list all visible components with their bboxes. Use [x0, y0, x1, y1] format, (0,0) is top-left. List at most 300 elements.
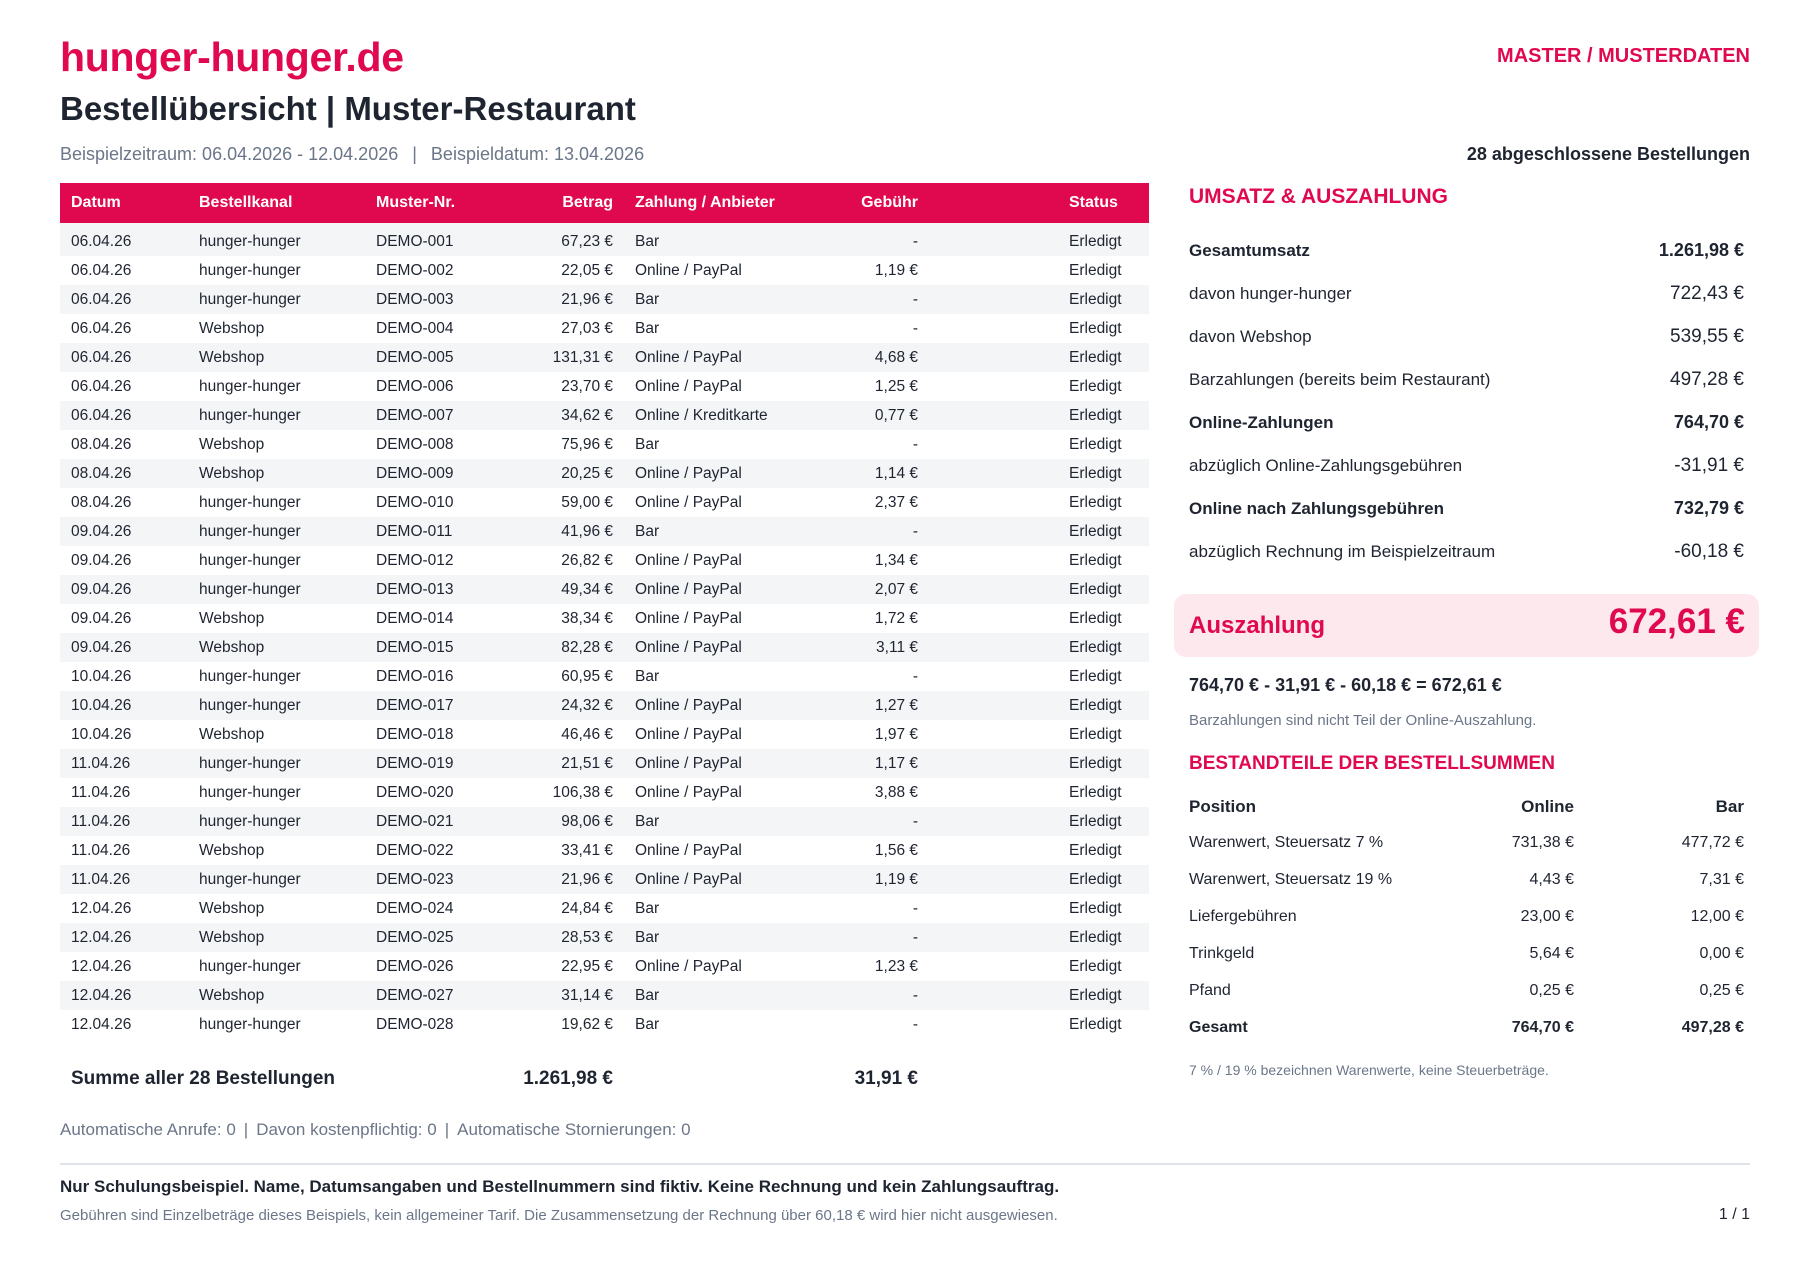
- cell-payment: Online / PayPal: [624, 633, 835, 662]
- cell-channel: Webshop: [188, 459, 365, 488]
- cell-payment: Online / PayPal: [624, 575, 835, 604]
- summary-row-label: Gesamtumsatz: [1189, 240, 1310, 260]
- cell-date: 08.04.26: [60, 459, 188, 488]
- cell-number: DEMO-027: [365, 981, 508, 1010]
- col-header-date: Datum: [60, 183, 188, 223]
- cell-amount: 46,46 €: [561, 725, 613, 743]
- summary-list: [1189, 229, 1750, 573]
- cell-date: 09.04.26: [60, 633, 188, 662]
- summary-row: [1189, 272, 1750, 315]
- cell-number: DEMO-001: [365, 223, 508, 256]
- cell-channel: hunger-hunger: [188, 517, 365, 546]
- cell-amount: 60,95 €: [561, 667, 613, 685]
- cell-number: DEMO-009: [365, 459, 508, 488]
- cell-fee: 1,34 €: [874, 551, 918, 569]
- cell-number: DEMO-014: [376, 609, 454, 627]
- cell-amount: 131,31 €: [508, 343, 624, 372]
- cell-payment: Online / PayPal: [635, 957, 742, 975]
- cell-fee: 1,23 €: [874, 957, 918, 975]
- cell-fee: 1,14 €: [835, 459, 929, 488]
- cell-number: DEMO-020: [376, 783, 454, 801]
- cell-payment: Online / PayPal: [635, 609, 742, 627]
- payout-label: Auszahlung: [1189, 612, 1325, 639]
- cell-status: Erledigt: [1069, 435, 1122, 453]
- footer-divider: [60, 1163, 1750, 1165]
- cell-fee: 2,07 €: [835, 575, 929, 604]
- table-row: [60, 865, 1149, 894]
- component-bar: 0,00 €: [1699, 944, 1744, 962]
- fine-print: Gebühren sind Einzelbeträge dieses Beispiels, kein allgemeiner Tarif. Die Zusammensetzung der Rechnung über 60,18 € wird hier nicht ausgewiesen.: [60, 1207, 1058, 1224]
- cell-fee: 1,19 €: [874, 261, 918, 279]
- cell-date: 06.04.26: [71, 319, 132, 337]
- cell-fee: -: [912, 319, 918, 337]
- cell-date: 11.04.26: [60, 807, 188, 836]
- cell-number: DEMO-008: [376, 435, 454, 453]
- cell-fee: 2,37 €: [874, 493, 918, 511]
- cell-number: DEMO-023: [365, 865, 508, 894]
- cell-status: Erledigt: [929, 401, 1149, 430]
- orders-header-row: [60, 183, 1149, 223]
- cell-status: Erledigt: [1069, 783, 1122, 801]
- cell-number: DEMO-018: [376, 725, 454, 743]
- component-bar: 0,25 €: [1699, 981, 1744, 999]
- table-row: [60, 517, 1149, 546]
- cell-status: Erledigt: [1069, 899, 1122, 917]
- summary-row-value: 539,55 €: [1670, 325, 1744, 347]
- summary-row-value: 1.261,98 €: [1658, 240, 1744, 260]
- cell-number: DEMO-025: [365, 923, 508, 952]
- table-row: [60, 749, 1149, 778]
- cell-status: Erledigt: [1069, 609, 1122, 627]
- table-row: [60, 720, 1149, 749]
- cell-amount: 38,34 €: [561, 609, 613, 627]
- cell-fee: -: [835, 223, 929, 256]
- cell-date: 06.04.26: [60, 401, 188, 430]
- cell-number: DEMO-013: [365, 575, 508, 604]
- cell-date: 12.04.26: [71, 957, 132, 975]
- cell-status: Erledigt: [929, 691, 1149, 720]
- summary-row: [1189, 444, 1750, 487]
- cell-channel: hunger-hunger: [199, 551, 301, 569]
- component-online: 0,25 €: [1529, 981, 1574, 999]
- cell-date: 09.04.26: [71, 609, 132, 627]
- cell-fee: 1,27 €: [835, 691, 929, 720]
- training-notice: Nur Schulungsbeispiel. Name, Datumsangaben und Bestellnummern sind fiktiv. Keine Rechnung und kein Zahlungsauftrag.: [60, 1177, 1060, 1196]
- col-header-payment: Zahlung / Anbieter: [624, 183, 835, 223]
- components-body: [1189, 824, 1750, 1009]
- cell-amount: 59,00 €: [561, 493, 613, 511]
- cell-amount: 82,28 €: [508, 633, 624, 662]
- cell-number: DEMO-005: [365, 343, 508, 372]
- orders-total-row: [60, 1039, 1149, 1106]
- page-title: Bestellübersicht | Muster-Restaurant: [60, 90, 636, 127]
- cell-payment: Bar: [635, 435, 660, 453]
- page-header: [60, 30, 1750, 170]
- cell-payment: Bar: [624, 923, 835, 952]
- cell-fee: 1,19 €: [835, 865, 929, 894]
- payout-formula: 764,70 € - 31,91 € - 60,18 € = 672,61 €: [1189, 675, 1502, 695]
- cell-number: DEMO-012: [376, 551, 454, 569]
- cell-date: 08.04.26: [71, 435, 132, 453]
- cell-fee: 3,11 €: [835, 633, 929, 662]
- summary-row: [1189, 229, 1750, 272]
- cell-date: 06.04.26: [60, 285, 188, 314]
- table-row: [60, 633, 1149, 662]
- orders-body: [60, 223, 1149, 1039]
- summary-row-value: -60,18 €: [1674, 540, 1744, 562]
- auto-calls-paid: Davon kostenpflichtig: 0: [256, 1120, 437, 1139]
- cell-channel: Webshop: [199, 841, 265, 859]
- cell-amount: 67,23 €: [508, 223, 624, 256]
- cell-amount: 75,96 €: [561, 435, 613, 453]
- summary-row-label: davon Webshop: [1189, 326, 1312, 346]
- cell-amount: 22,05 €: [561, 261, 613, 279]
- cell-channel: Webshop: [199, 319, 265, 337]
- cell-channel: hunger-hunger: [188, 807, 365, 836]
- cell-channel: hunger-hunger: [188, 749, 365, 778]
- cell-payment: Bar: [624, 517, 835, 546]
- cell-fee: 1,17 €: [835, 749, 929, 778]
- summary-row: [1189, 487, 1750, 530]
- cell-number: DEMO-017: [365, 691, 508, 720]
- cell-channel: hunger-hunger: [199, 957, 301, 975]
- cell-date: 10.04.26: [71, 725, 132, 743]
- cell-number: DEMO-003: [365, 285, 508, 314]
- cell-fee: -: [912, 435, 918, 453]
- cell-date: 06.04.26: [60, 343, 188, 372]
- cell-channel: hunger-hunger: [199, 783, 301, 801]
- brand-logo-text: hunger-hunger.de: [60, 34, 404, 80]
- cell-channel: Webshop: [199, 435, 265, 453]
- orders-total-label: Summe aller 28 Bestellungen: [60, 1039, 508, 1106]
- cell-payment: Bar: [624, 285, 835, 314]
- cell-number: DEMO-007: [365, 401, 508, 430]
- cell-channel: hunger-hunger: [199, 493, 301, 511]
- component-bar: 12,00 €: [1690, 907, 1744, 925]
- cell-date: 12.04.26: [60, 981, 188, 1010]
- payout-note: Barzahlungen sind nicht Teil der Online-Auszahlung.: [1189, 712, 1537, 729]
- cell-payment: Online / PayPal: [635, 841, 742, 859]
- cell-payment: Bar: [635, 1015, 660, 1033]
- cell-fee: 4,68 €: [835, 343, 929, 372]
- cell-fee: 1,56 €: [874, 841, 918, 859]
- cell-date: 06.04.26: [60, 223, 188, 256]
- cell-status: Erledigt: [929, 223, 1149, 256]
- components-row: [1189, 824, 1750, 861]
- component-position: Warenwert, Steuersatz 19 %: [1189, 870, 1393, 888]
- component-online: 731,38 €: [1511, 833, 1574, 851]
- cell-date: 10.04.26: [60, 691, 188, 720]
- component-bar: 7,31 €: [1699, 870, 1744, 888]
- table-row: [60, 430, 1149, 459]
- cell-payment: Online / PayPal: [624, 459, 835, 488]
- cell-fee: -: [835, 981, 929, 1010]
- cell-payment: Online / PayPal: [635, 725, 742, 743]
- summary-row-value: 764,70 €: [1673, 412, 1744, 432]
- cell-status: Erledigt: [929, 517, 1149, 546]
- summary-row-value: 722,43 €: [1670, 282, 1744, 304]
- cell-channel: hunger-hunger: [188, 865, 365, 894]
- cell-date: 12.04.26: [71, 1015, 132, 1033]
- table-row: [60, 314, 1149, 343]
- cell-number: DEMO-015: [365, 633, 508, 662]
- cell-date: 10.04.26: [71, 667, 132, 685]
- cell-payment: Bar: [635, 899, 660, 917]
- component-position: Warenwert, Steuersatz 7 %: [1189, 833, 1384, 851]
- cell-payment: Bar: [635, 667, 660, 685]
- cell-number: DEMO-011: [365, 517, 508, 546]
- cell-channel: Webshop: [199, 609, 265, 627]
- cell-fee: -: [835, 807, 929, 836]
- summary-heading: UMSATZ & AUSZAHLUNG: [1189, 185, 1448, 208]
- table-row: [60, 604, 1149, 633]
- table-row: [60, 401, 1149, 430]
- orders-total-amount: 1.261,98 €: [508, 1039, 624, 1106]
- cell-number: DEMO-016: [376, 667, 454, 685]
- summary-row: [1189, 358, 1750, 401]
- cell-amount: 41,96 €: [508, 517, 624, 546]
- table-row: [60, 488, 1149, 517]
- table-row: [60, 894, 1149, 923]
- components-col-bar: Bar: [1715, 796, 1744, 816]
- cell-payment: Online / PayPal: [624, 749, 835, 778]
- cell-fee: 1,25 €: [874, 377, 918, 395]
- cell-channel: Webshop: [199, 899, 265, 917]
- cell-channel: hunger-hunger: [199, 377, 301, 395]
- cell-channel: Webshop: [199, 725, 265, 743]
- period-separator: |: [412, 144, 417, 164]
- summary-row-label: abzüglich Rechnung im Beispielzeitraum: [1189, 541, 1496, 561]
- table-row: [60, 372, 1149, 401]
- cell-date: 06.04.26: [71, 377, 132, 395]
- components-header-row: [1189, 789, 1750, 824]
- period-range: Beispielzeitraum: 06.04.2026 - 12.04.2026: [60, 144, 399, 164]
- cell-amount: 49,34 €: [508, 575, 624, 604]
- cell-number: DEMO-022: [376, 841, 454, 859]
- cell-amount: 26,82 €: [561, 551, 613, 569]
- components-table: [1189, 789, 1750, 1046]
- cell-status: Erledigt: [929, 575, 1149, 604]
- components-total-row: [1189, 1009, 1750, 1046]
- cell-amount: 21,96 €: [508, 285, 624, 314]
- cell-payment: Bar: [624, 981, 835, 1010]
- table-row: [60, 952, 1149, 981]
- cell-payment: Online / PayPal: [635, 493, 742, 511]
- auto-sep-1: |: [243, 1120, 249, 1139]
- cell-payment: Online / PayPal: [635, 783, 742, 801]
- component-position: Pfand: [1189, 981, 1231, 999]
- cell-payment: Bar: [624, 223, 835, 256]
- cell-amount: 22,95 €: [561, 957, 613, 975]
- auto-calls: Automatische Anrufe: 0: [60, 1120, 236, 1139]
- auto-cancellations: Automatische Stornierungen: 0: [457, 1120, 691, 1139]
- cell-channel: hunger-hunger: [188, 223, 365, 256]
- orders-table: [60, 183, 1149, 1106]
- cell-fee: 1,72 €: [874, 609, 918, 627]
- cell-number: DEMO-004: [376, 319, 454, 337]
- table-row: [60, 575, 1149, 604]
- cell-status: Erledigt: [1069, 261, 1122, 279]
- cell-status: Erledigt: [929, 285, 1149, 314]
- cell-status: Erledigt: [1069, 319, 1122, 337]
- table-row: [60, 981, 1149, 1010]
- auto-calls-line: [60, 1120, 691, 1140]
- cell-fee: -: [835, 517, 929, 546]
- components-row: [1189, 898, 1750, 935]
- summary-row-value: 732,79 €: [1673, 498, 1744, 518]
- table-row: [60, 662, 1149, 691]
- cell-payment: Online / PayPal: [635, 377, 742, 395]
- cell-amount: 24,32 €: [508, 691, 624, 720]
- table-row: [60, 836, 1149, 865]
- cell-channel: Webshop: [188, 343, 365, 372]
- cell-channel: Webshop: [188, 633, 365, 662]
- orders-total-spacer-end: [929, 1039, 1149, 1106]
- cell-status: Erledigt: [929, 923, 1149, 952]
- components-heading: BESTANDTEILE DER BESTELLSUMMEN: [1189, 753, 1555, 774]
- components-total-online: 764,70 €: [1511, 1018, 1574, 1036]
- cell-amount: 28,53 €: [508, 923, 624, 952]
- cell-status: Erledigt: [1069, 667, 1122, 685]
- component-position: Liefergebühren: [1189, 907, 1297, 925]
- auto-sep-2: |: [444, 1120, 450, 1139]
- component-position: Trinkgeld: [1189, 944, 1255, 962]
- cell-channel: hunger-hunger: [188, 285, 365, 314]
- cell-channel: hunger-hunger: [188, 575, 365, 604]
- component-online: 23,00 €: [1520, 907, 1574, 925]
- cell-date: 06.04.26: [71, 261, 132, 279]
- cell-amount: 21,96 €: [508, 865, 624, 894]
- table-row: [60, 923, 1149, 952]
- table-row: [60, 778, 1149, 807]
- summary-row: [1189, 315, 1750, 358]
- cell-payment: Online / PayPal: [624, 343, 835, 372]
- table-row: [60, 459, 1149, 488]
- cell-payment: Bar: [635, 319, 660, 337]
- cell-date: 12.04.26: [71, 899, 132, 917]
- orders-table-wrapper: [60, 183, 1149, 1106]
- cell-payment: Online / PayPal: [635, 551, 742, 569]
- col-header-amount: Betrag: [508, 183, 624, 223]
- cell-date: 09.04.26: [60, 575, 188, 604]
- cell-amount: 106,38 €: [552, 783, 613, 801]
- table-row: [60, 1010, 1149, 1039]
- cell-status: Erledigt: [929, 343, 1149, 372]
- cell-amount: 19,62 €: [561, 1015, 613, 1033]
- summary-row-label: Online nach Zahlungsgebühren: [1189, 498, 1445, 518]
- cell-payment: Online / PayPal: [624, 865, 835, 894]
- component-online: 4,43 €: [1529, 870, 1574, 888]
- components-row: [1189, 935, 1750, 972]
- cell-status: Erledigt: [929, 749, 1149, 778]
- components-total-label: Gesamt: [1189, 1018, 1248, 1036]
- cell-date: 11.04.26: [60, 865, 188, 894]
- table-row: [60, 807, 1149, 836]
- cell-date: 09.04.26: [60, 517, 188, 546]
- col-header-channel: Bestellkanal: [188, 183, 365, 223]
- orders-total-fee: 31,91 €: [835, 1039, 929, 1106]
- cell-fee: 3,88 €: [874, 783, 918, 801]
- cell-status: Erledigt: [1069, 377, 1122, 395]
- cell-payment: Bar: [624, 807, 835, 836]
- component-bar: 477,72 €: [1681, 833, 1744, 851]
- col-header-fee: Gebühr: [835, 183, 929, 223]
- cell-amount: 21,51 €: [508, 749, 624, 778]
- components-row: [1189, 972, 1750, 1009]
- summary-panel: [1189, 185, 1750, 1078]
- cell-number: DEMO-021: [365, 807, 508, 836]
- cell-channel: hunger-hunger: [188, 691, 365, 720]
- summary-row-label: abzüglich Online-Zahlungsgebühren: [1189, 455, 1463, 475]
- table-row: [60, 691, 1149, 720]
- cell-status: Erledigt: [929, 981, 1149, 1010]
- cell-payment: Online / PayPal: [635, 261, 742, 279]
- table-row: [60, 285, 1149, 314]
- table-row: [60, 546, 1149, 575]
- component-online: 5,64 €: [1529, 944, 1574, 962]
- payout-value: 672,61 €: [1608, 602, 1745, 641]
- col-header-number: Muster-Nr.: [365, 183, 508, 223]
- cell-status: Erledigt: [929, 459, 1149, 488]
- cell-payment: Online / PayPal: [624, 691, 835, 720]
- summary-row-value: -31,91 €: [1674, 454, 1744, 476]
- cell-channel: hunger-hunger: [199, 667, 301, 685]
- summary-row: [1189, 530, 1750, 573]
- components-col-position: Position: [1189, 796, 1257, 816]
- col-header-status: Status: [929, 183, 1149, 223]
- cell-channel: Webshop: [188, 923, 365, 952]
- cell-fee: -: [835, 923, 929, 952]
- cell-amount: 27,03 €: [561, 319, 613, 337]
- cell-number: DEMO-019: [365, 749, 508, 778]
- summary-row-label: Barzahlungen (bereits beim Restaurant): [1189, 369, 1491, 389]
- components-col-online: Online: [1521, 796, 1574, 816]
- cell-date: 11.04.26: [71, 841, 131, 859]
- table-row: [60, 256, 1149, 285]
- cell-amount: 24,84 €: [561, 899, 613, 917]
- cell-number: DEMO-028: [376, 1015, 454, 1033]
- cell-date: 12.04.26: [60, 923, 188, 952]
- orders-total-spacer: [624, 1039, 835, 1106]
- summary-row-label: davon hunger-hunger: [1189, 283, 1352, 303]
- cell-payment: Online / Kreditkarte: [624, 401, 835, 430]
- cell-status: Erledigt: [929, 865, 1149, 894]
- cell-amount: 33,41 €: [561, 841, 613, 859]
- cell-fee: -: [835, 285, 929, 314]
- cell-channel: Webshop: [188, 981, 365, 1010]
- cell-fee: 0,77 €: [835, 401, 929, 430]
- cell-channel: hunger-hunger: [199, 261, 301, 279]
- summary-row: [1189, 401, 1750, 444]
- summary-row-label: Online-Zahlungen: [1189, 412, 1334, 432]
- components-row: [1189, 861, 1750, 898]
- cell-number: DEMO-026: [376, 957, 454, 975]
- cell-fee: -: [912, 667, 918, 685]
- cell-fee: 1,97 €: [874, 725, 918, 743]
- example-date: Beispieldatum: 13.04.2026: [430, 144, 645, 164]
- cell-amount: 23,70 €: [561, 377, 613, 395]
- cell-fee: -: [912, 899, 918, 917]
- cell-number: DEMO-024: [376, 899, 454, 917]
- cell-status: Erledigt: [1069, 551, 1122, 569]
- cell-amount: 34,62 €: [508, 401, 624, 430]
- cell-status: Erledigt: [1069, 841, 1122, 859]
- cell-status: Erledigt: [1069, 957, 1122, 975]
- cell-date: 11.04.26: [60, 749, 188, 778]
- cell-amount: 31,14 €: [508, 981, 624, 1010]
- cell-date: 08.04.26: [71, 493, 132, 511]
- cell-date: 09.04.26: [71, 551, 132, 569]
